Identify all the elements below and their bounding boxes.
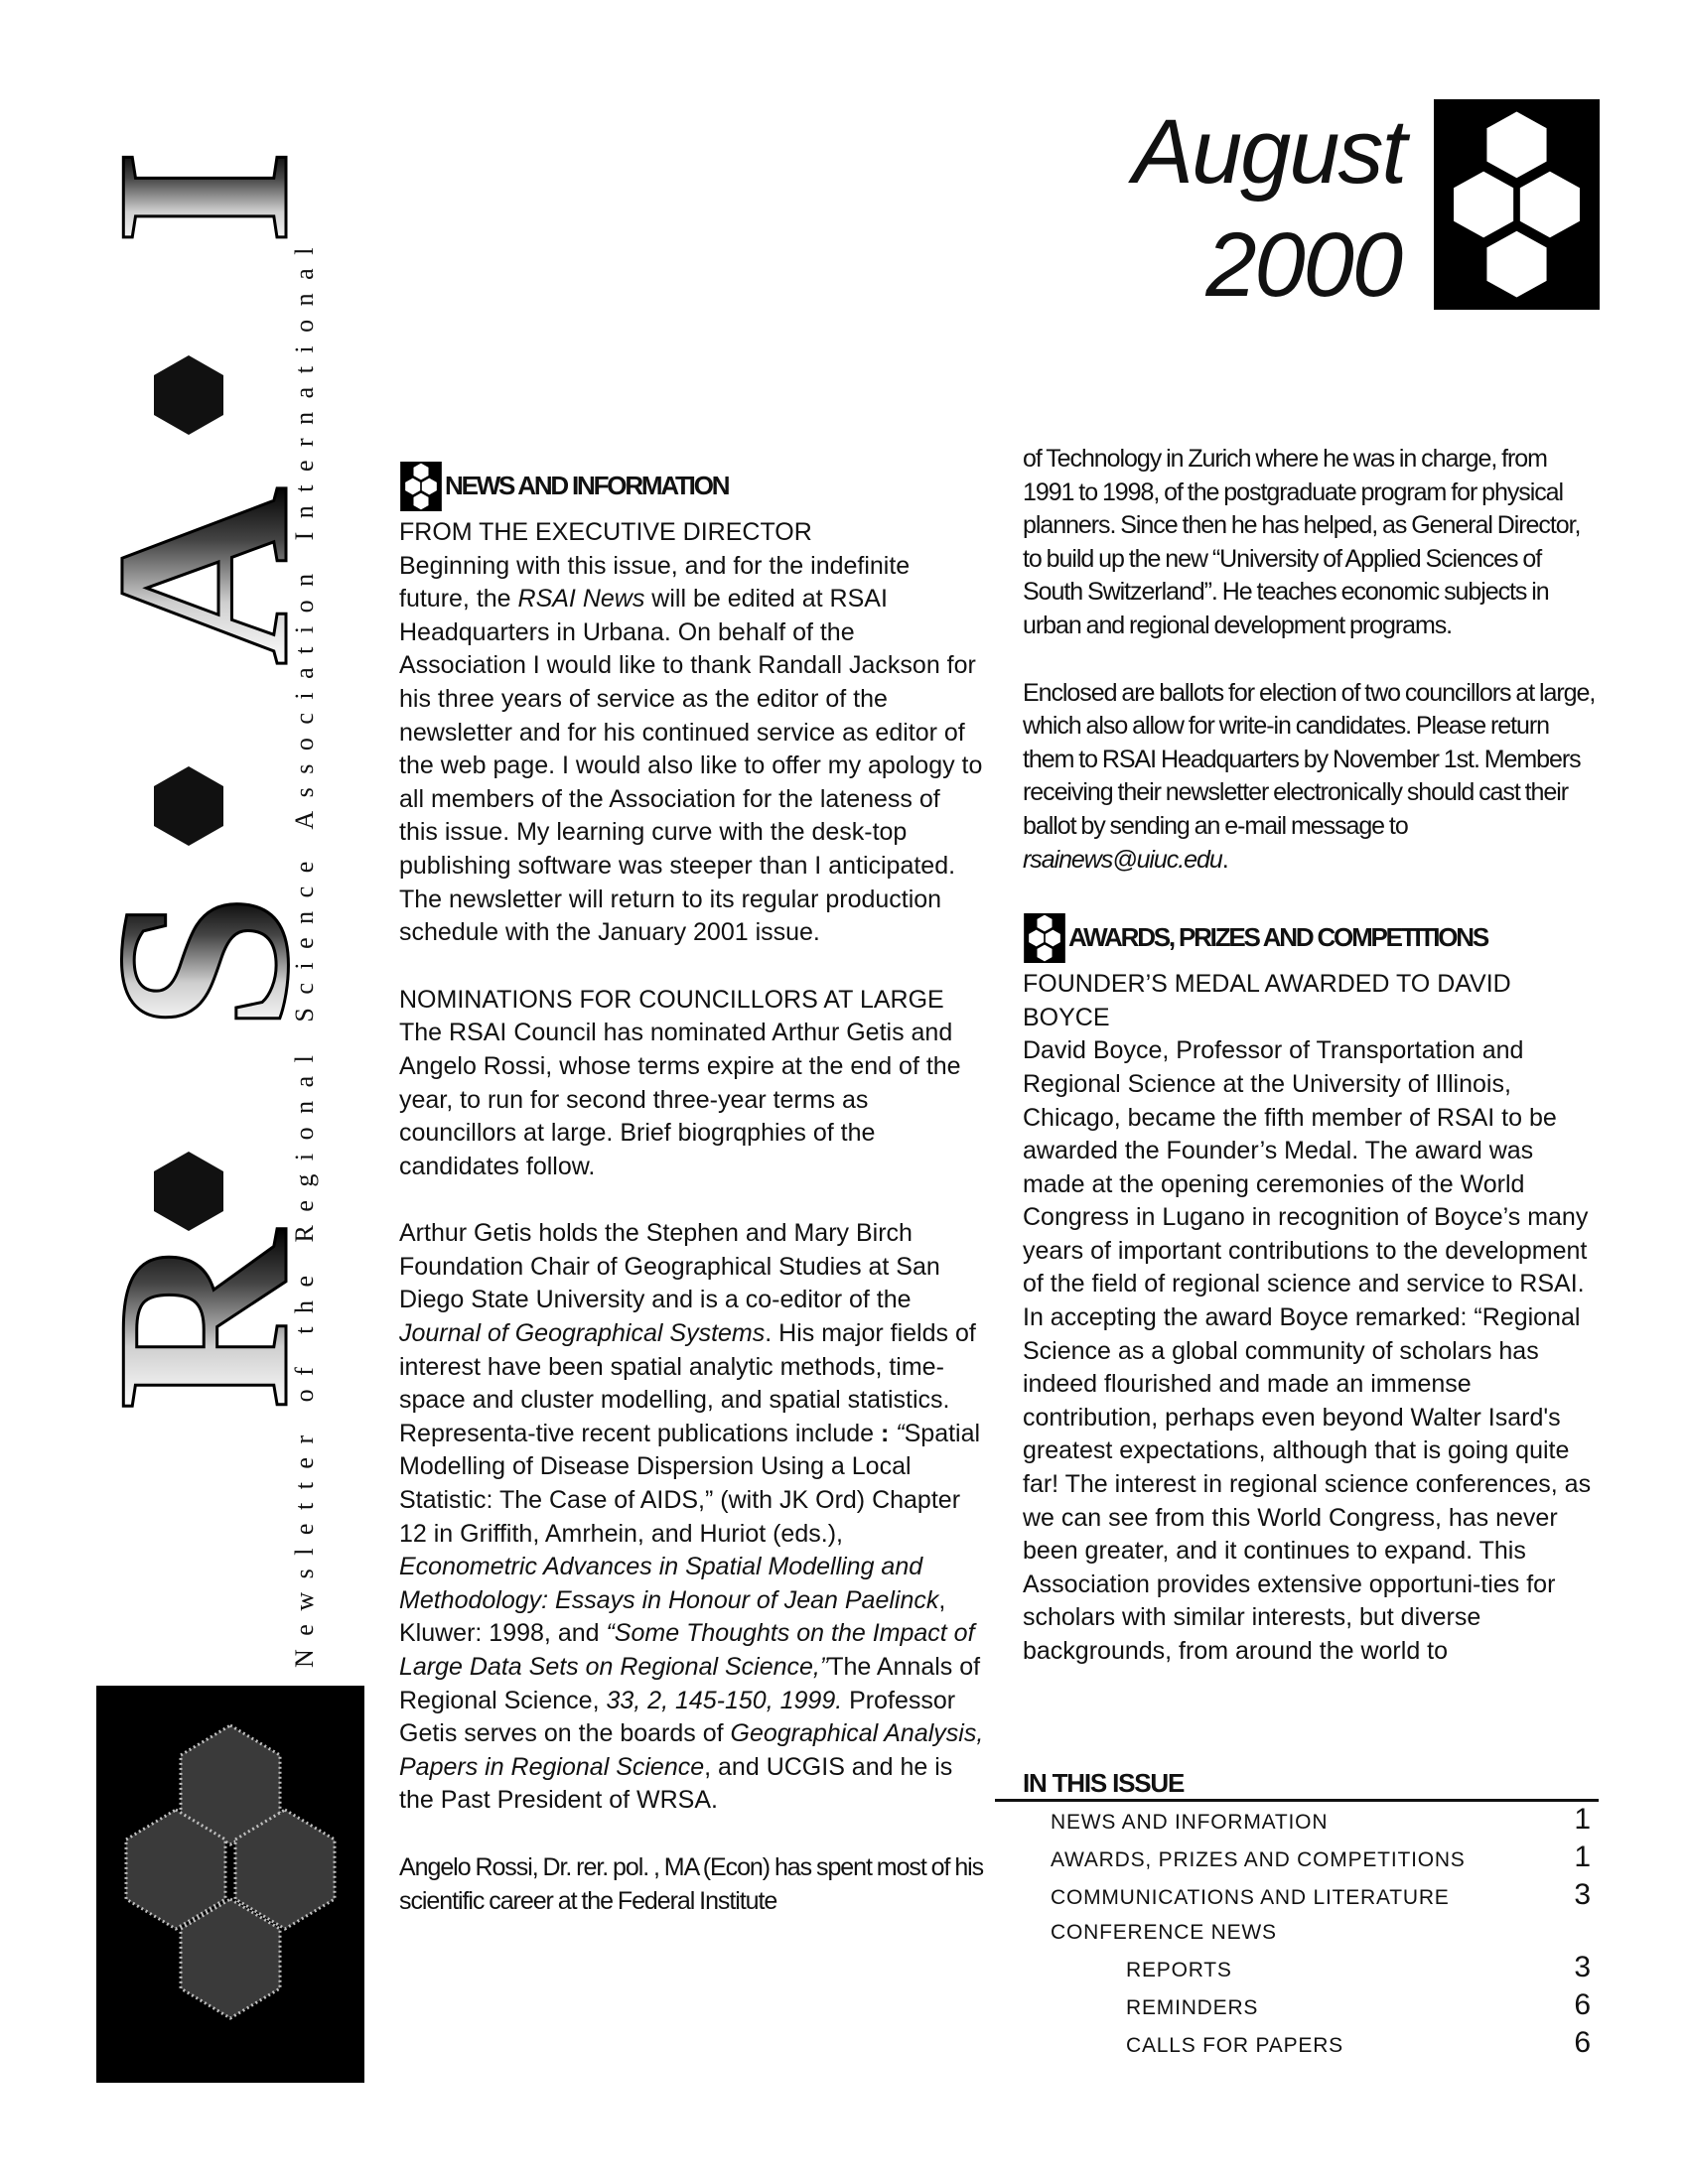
email-link[interactable]: rsainews@uiuc.edu — [1023, 845, 1222, 874]
toc-subitem[interactable]: REPORTS 3 — [1126, 1951, 1591, 1983]
masthead-letter-a: A — [66, 486, 341, 666]
subheading-founders-medal: FOUNDER’S MEDAL AWARDED TO DAVID BOYCE — [1023, 970, 1511, 1031]
section-heading-news — [399, 459, 985, 514]
hexagon-cluster-panel — [96, 1686, 364, 2083]
masthead-subtitle: Newsletter of the Regional Science Association International — [290, 234, 319, 1668]
issue-date — [1133, 95, 1405, 322]
toc-item[interactable]: COMMUNICATIONS AND LITERATURE 3 — [1051, 1878, 1591, 1911]
subheading-nominations: NOMINATIONS FOR COUNCILLORS AT LARGE — [399, 985, 944, 1014]
masthead-hex-dot-3 — [154, 1152, 223, 1231]
toc-subitem[interactable]: REMINDERS 6 — [1126, 1988, 1591, 2021]
toc-item[interactable]: NEWS AND INFORMATION 1 — [1051, 1803, 1591, 1836]
hexagon-cluster-icon — [1023, 913, 1066, 963]
masthead-hex-dot-2 — [154, 766, 223, 846]
paragraph-nominations: The RSAI Council has nominated Arthur Getis and Angelo Rossi, whose terms expire at the end of the year, to run for second three-year terms as councillors at large. Brief biogrqphies of the candidates follow. — [399, 1019, 961, 1180]
issue-month: August — [1132, 101, 1405, 203]
section-title-awards: AWARDS, PRIZES AND COMPETITIONS — [1068, 922, 1487, 953]
masthead-letter-i: I — [66, 149, 341, 246]
issue-year: 2000 — [1205, 214, 1401, 316]
section-heading-awards — [1023, 910, 1599, 966]
toc-subitem[interactable]: CALLS FOR PAPERS 6 — [1126, 2026, 1591, 2059]
toc-item[interactable]: CONFERENCE NEWS — [1051, 1921, 1277, 1944]
masthead-hex-dot-1 — [154, 355, 223, 435]
paragraph-founders-medal: David Boyce, Professor of Transportation and Regional Science at the University of Illinois, Chicago, became the fifth member of RSAI to be awarded the Founder’s Medal. The award was made at the opening ceremonies of the World Congress in Lugano in recognition of Boyce’s many years of important contributions to the development of the field of regional science and service to RSAI. In accepting the award Boyce remarked: “Regional Science as a global community of scholars has indeed flourished and made an immense contribution, perhaps even beyond Walter Isard's greatest expectations, although that is going quite far! The interest in regional science conferences, as we can see from this World Congress, has never been greater, and it continues to expand. This Association provides extensive opportuni-ties for scholars with similar interests, but diverse backgrounds, from around the world to — [1023, 1036, 1592, 1665]
subheading-executive-director: FROM THE EXECUTIVE DIRECTOR — [399, 518, 812, 546]
right-column — [1023, 443, 1599, 1669]
toc-item[interactable]: AWARDS, PRIZES AND COMPETITIONS 1 — [1051, 1841, 1591, 1873]
section-title-news: NEWS AND INFORMATION — [445, 471, 729, 501]
left-column — [399, 459, 985, 1918]
masthead-letter-s: S — [66, 893, 341, 1032]
hexagon-cluster-logo — [1434, 99, 1600, 310]
masthead-letter-r: R — [66, 1231, 341, 1411]
toc-title: IN THIS ISSUE — [1023, 1768, 1185, 1798]
hexagon-cluster-icon — [399, 462, 443, 511]
paragraph-rossi-continued: of Technology in Zurich where he was in charge, from 1991 to 1998, of the postgraduate program for physical planners. Since then he has helped, as General Director, to build up the new “University of Applied Sciences of South Switzerland”. He teaches economic subjects in urban and regional development programs. — [1023, 445, 1581, 639]
paragraph-executive-director: Beginning with this issue, and for the indefinite future, the RSAI News will be edited at RSAI Headquarters in Urbana. On behalf of the Association I would like to thank Randall Jackson for his three years of service as the editor of the newsletter and for his continued service as editor of the web page. I would also like to offer my apology to all members of the Association for the lateness of this issue. My learning curve with the desk-top publishing software was steeper than I anticipated. The newsletter will return to its regular production schedule with the January 2001 issue. — [399, 551, 983, 947]
paragraph-ballots: Enclosed are ballots for election of two councillors at large, which also allow for write-in candidates. Please return them to RSAI Headquarters by November 1st. Members receiving their newsletter electronically should cast their ballot by sending an e-mail message to rsainews@uiuc.edu. — [1023, 678, 1596, 874]
in-this-issue — [995, 1767, 1599, 2063]
paragraph-rossi-start: Angelo Rossi, Dr. rer. pol. , MA (Econ) has spent most of his scientific career at the Federal Institute — [399, 1852, 984, 1915]
paragraph-getis: Arthur Getis holds the Stephen and Mary Birch Foundation Chair of Geographical Studies at San Diego State University and is a co-editor of the Journal of Geographical Systems. His major fields of interest have been spatial analytic methods, time-space and cluster modelling, and spatial statistics. Representa-tive recent publications include : “Spatial Modelling of Disease Dispersion Using a Local Statistic: The Case of AIDS,” (with JK Ord) Chapter 12 in Griffith, Amrhein, and Huriot (eds.), Econometric Advances in Spatial Modelling and Methodology: Essays in Honour of Jean Paelinck, Kluwer: 1998, and “Some Thoughts on the Impact of Large Data Sets on Regional Science,”The Annals of Regional Science, 33, 2, 145-150, 1999. Professor Getis serves on the boards of Geographical Analysis, Papers in Regional Science, and UCGIS and he is the Past President of WRSA. — [399, 1219, 984, 1815]
